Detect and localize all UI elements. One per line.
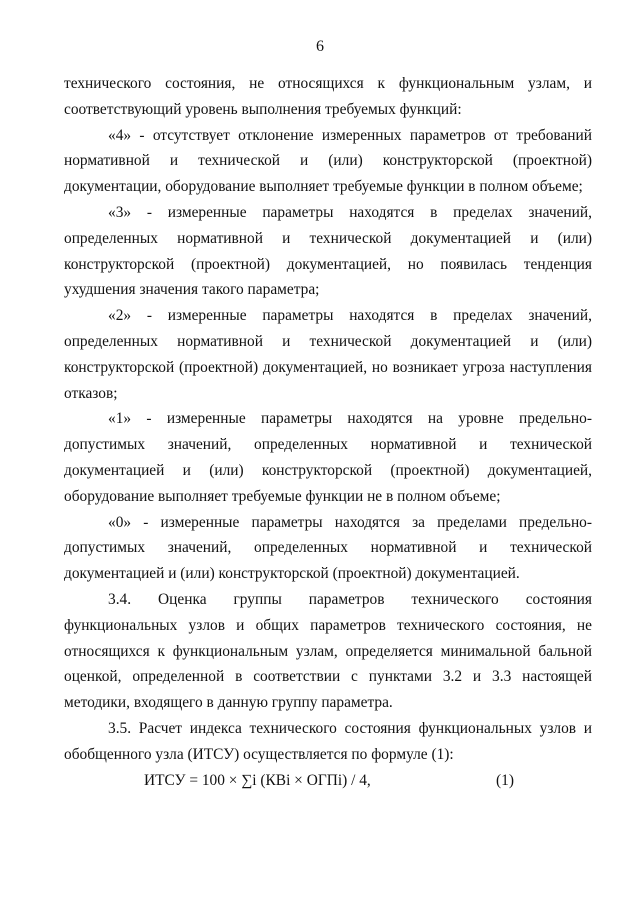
- paragraph-grade-1: «1» - измеренные параметры находятся на уровне предельно-допустимых значений, определенных нормативной и технической документацией и (или) конструкторской (проектной) документацией, оборудование выполняет требуемые функции не в полном объеме;: [64, 410, 592, 505]
- formula-expression: ИТСУ = 100 × ∑i (КВi × ОГПi) / 4,: [144, 771, 371, 789]
- document-body: [64, 71, 592, 794]
- paragraph-grade-4: «4» - отсутствует отклонение измеренных параметров от требований нормативной и технической и (или) конструкторской (проектной) документации, оборудование выполняет требуемые функции в полном объеме;: [64, 126, 592, 196]
- paragraph-section-3-4: 3.4. Оценка группы параметров технического состояния функциональных узлов и общих параметров технического состояния, не относящихся к функциональным узлам, определяется минимальной бальной оценкой, определенной в соответствии с пунктами 3.2 и 3.3 настоящей методики, входящего в данную группу параметра.: [64, 590, 592, 712]
- paragraph-grade-2: «2» - измеренные параметры находятся в пределах значений, определенных нормативной и технической документацией и (или) конструкторской (проектной) документацией, но возникает угроза наступления отказов;: [64, 307, 592, 402]
- paragraph-intro-continuation: технического состояния, не относящихся к функциональным узлам, и соответствующий уровень выполнения требуемых функций:: [64, 75, 592, 118]
- paragraph-grade-0: «0» - измеренные параметры находятся за пределами предельно-допустимых значений, определенных нормативной и технической документацией и (или) конструкторской (проектной) документацией.: [64, 513, 592, 583]
- paragraph-grade-3: «3» - измеренные параметры находятся в пределах значений, определенных нормативной и технической документацией и (или) конструкторской (проектной) документацией, но появилась тенденция ухудшения значения такого параметра;: [64, 203, 592, 299]
- formula-line: [64, 768, 592, 794]
- formula-number: (1): [496, 771, 514, 789]
- page-number: 6: [316, 38, 324, 55]
- paragraph-section-3-5: 3.5. Расчет индекса технического состояния функциональных узлов и обобщенного узла (ИТСУ) осуществляется по формуле (1):: [64, 719, 592, 763]
